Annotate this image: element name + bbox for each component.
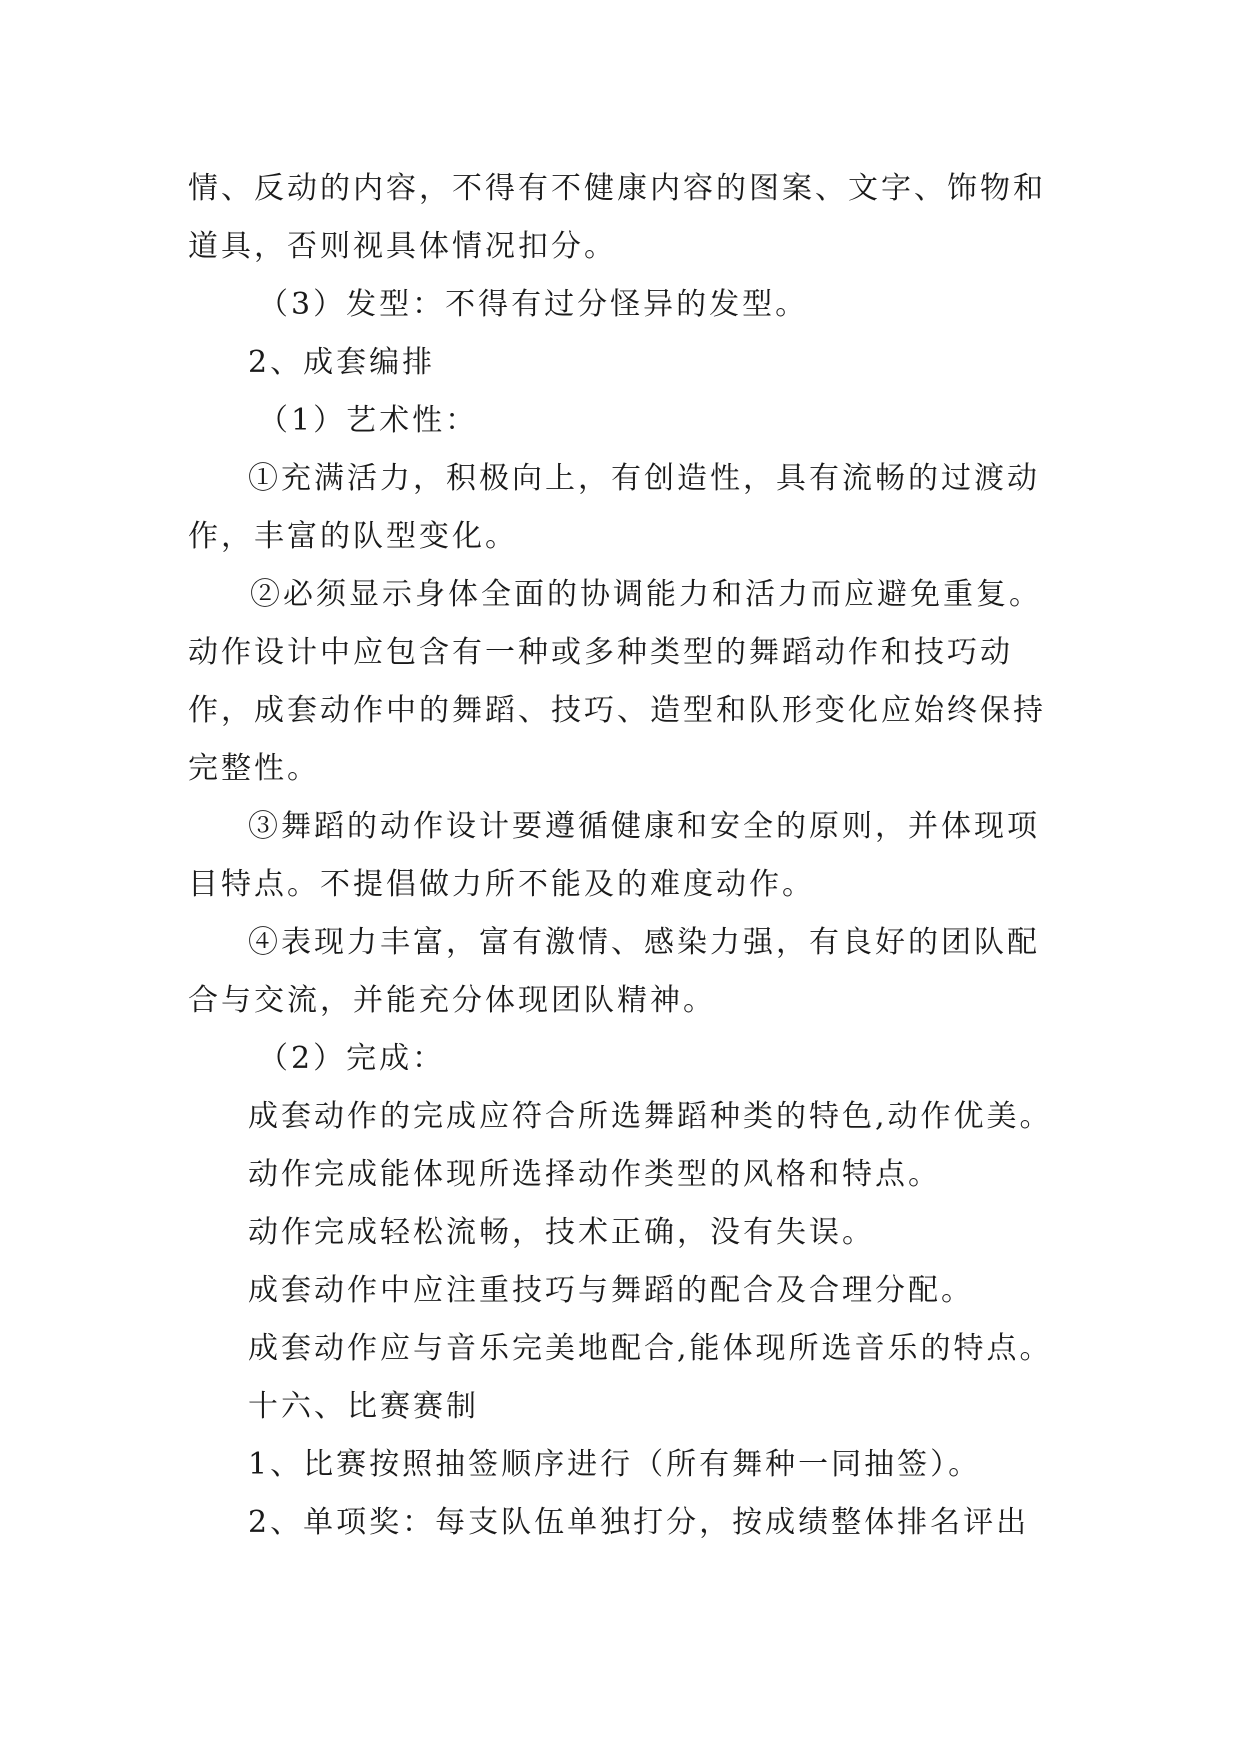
paragraph-line: 目特点。不提倡做力所不能及的难度动作。 (188, 867, 815, 902)
document-body (188, 160, 1058, 1552)
subsection-heading: （2）完成： (258, 1041, 446, 1076)
paragraph-line: 成套动作应与音乐完美地配合,能体现所选音乐的特点。 (248, 1331, 1053, 1366)
paragraph-line: 成套动作中应注重技巧与舞蹈的配合及合理分配。 (248, 1273, 974, 1308)
paragraph-line: 动作设计中应包含有一种或多种类型的舞蹈动作和技巧动 (188, 635, 1013, 670)
paragraph-line: 合与交流，并能充分体现团队精神。 (188, 983, 716, 1018)
paragraph-line: 动作完成轻松流畅，技术正确，没有失误。 (248, 1215, 875, 1250)
paragraph-line: 作，成套动作中的舞蹈、技巧、造型和队形变化应始终保持 (188, 693, 1046, 728)
paragraph-line: ②必须显示身体全面的协调能力和活力而应避免重复。 (250, 577, 1042, 612)
paragraph-line: ③舞蹈的动作设计要遵循健康和安全的原则，并体现项 (248, 809, 1040, 844)
paragraph-line: ①充满活力，积极向上，有创造性，具有流畅的过渡动 (248, 461, 1040, 496)
section-heading: 十六、比赛赛制 (248, 1389, 479, 1424)
paragraph-line: 1、比赛按照抽签顺序进行（所有舞种一同抽签）。 (248, 1447, 982, 1482)
paragraph-line: 完整性。 (188, 751, 320, 786)
paragraph-line: 情、反动的内容，不得有不健康内容的图案、文字、饰物和 (188, 171, 1046, 206)
section-heading: 2、成套编排 (248, 345, 436, 380)
subsection-heading: （1）艺术性： (258, 403, 479, 438)
paragraph-line: ④表现力丰富，富有激情、感染力强，有良好的团队配 (248, 925, 1040, 960)
paragraph-line: 动作完成能体现所选择动作类型的风格和特点。 (248, 1157, 941, 1192)
paragraph-line: 作，丰富的队型变化。 (188, 519, 518, 554)
paragraph-line: （3）发型：不得有过分怪异的发型。 (258, 287, 809, 322)
paragraph-line: 成套动作的完成应符合所选舞蹈种类的特色,动作优美。 (248, 1099, 1053, 1134)
paragraph-line: 道具，否则视具体情况扣分。 (188, 229, 617, 264)
paragraph-line: 2、单项奖：每支队伍单独打分，按成绩整体排名评出 (248, 1505, 1030, 1540)
